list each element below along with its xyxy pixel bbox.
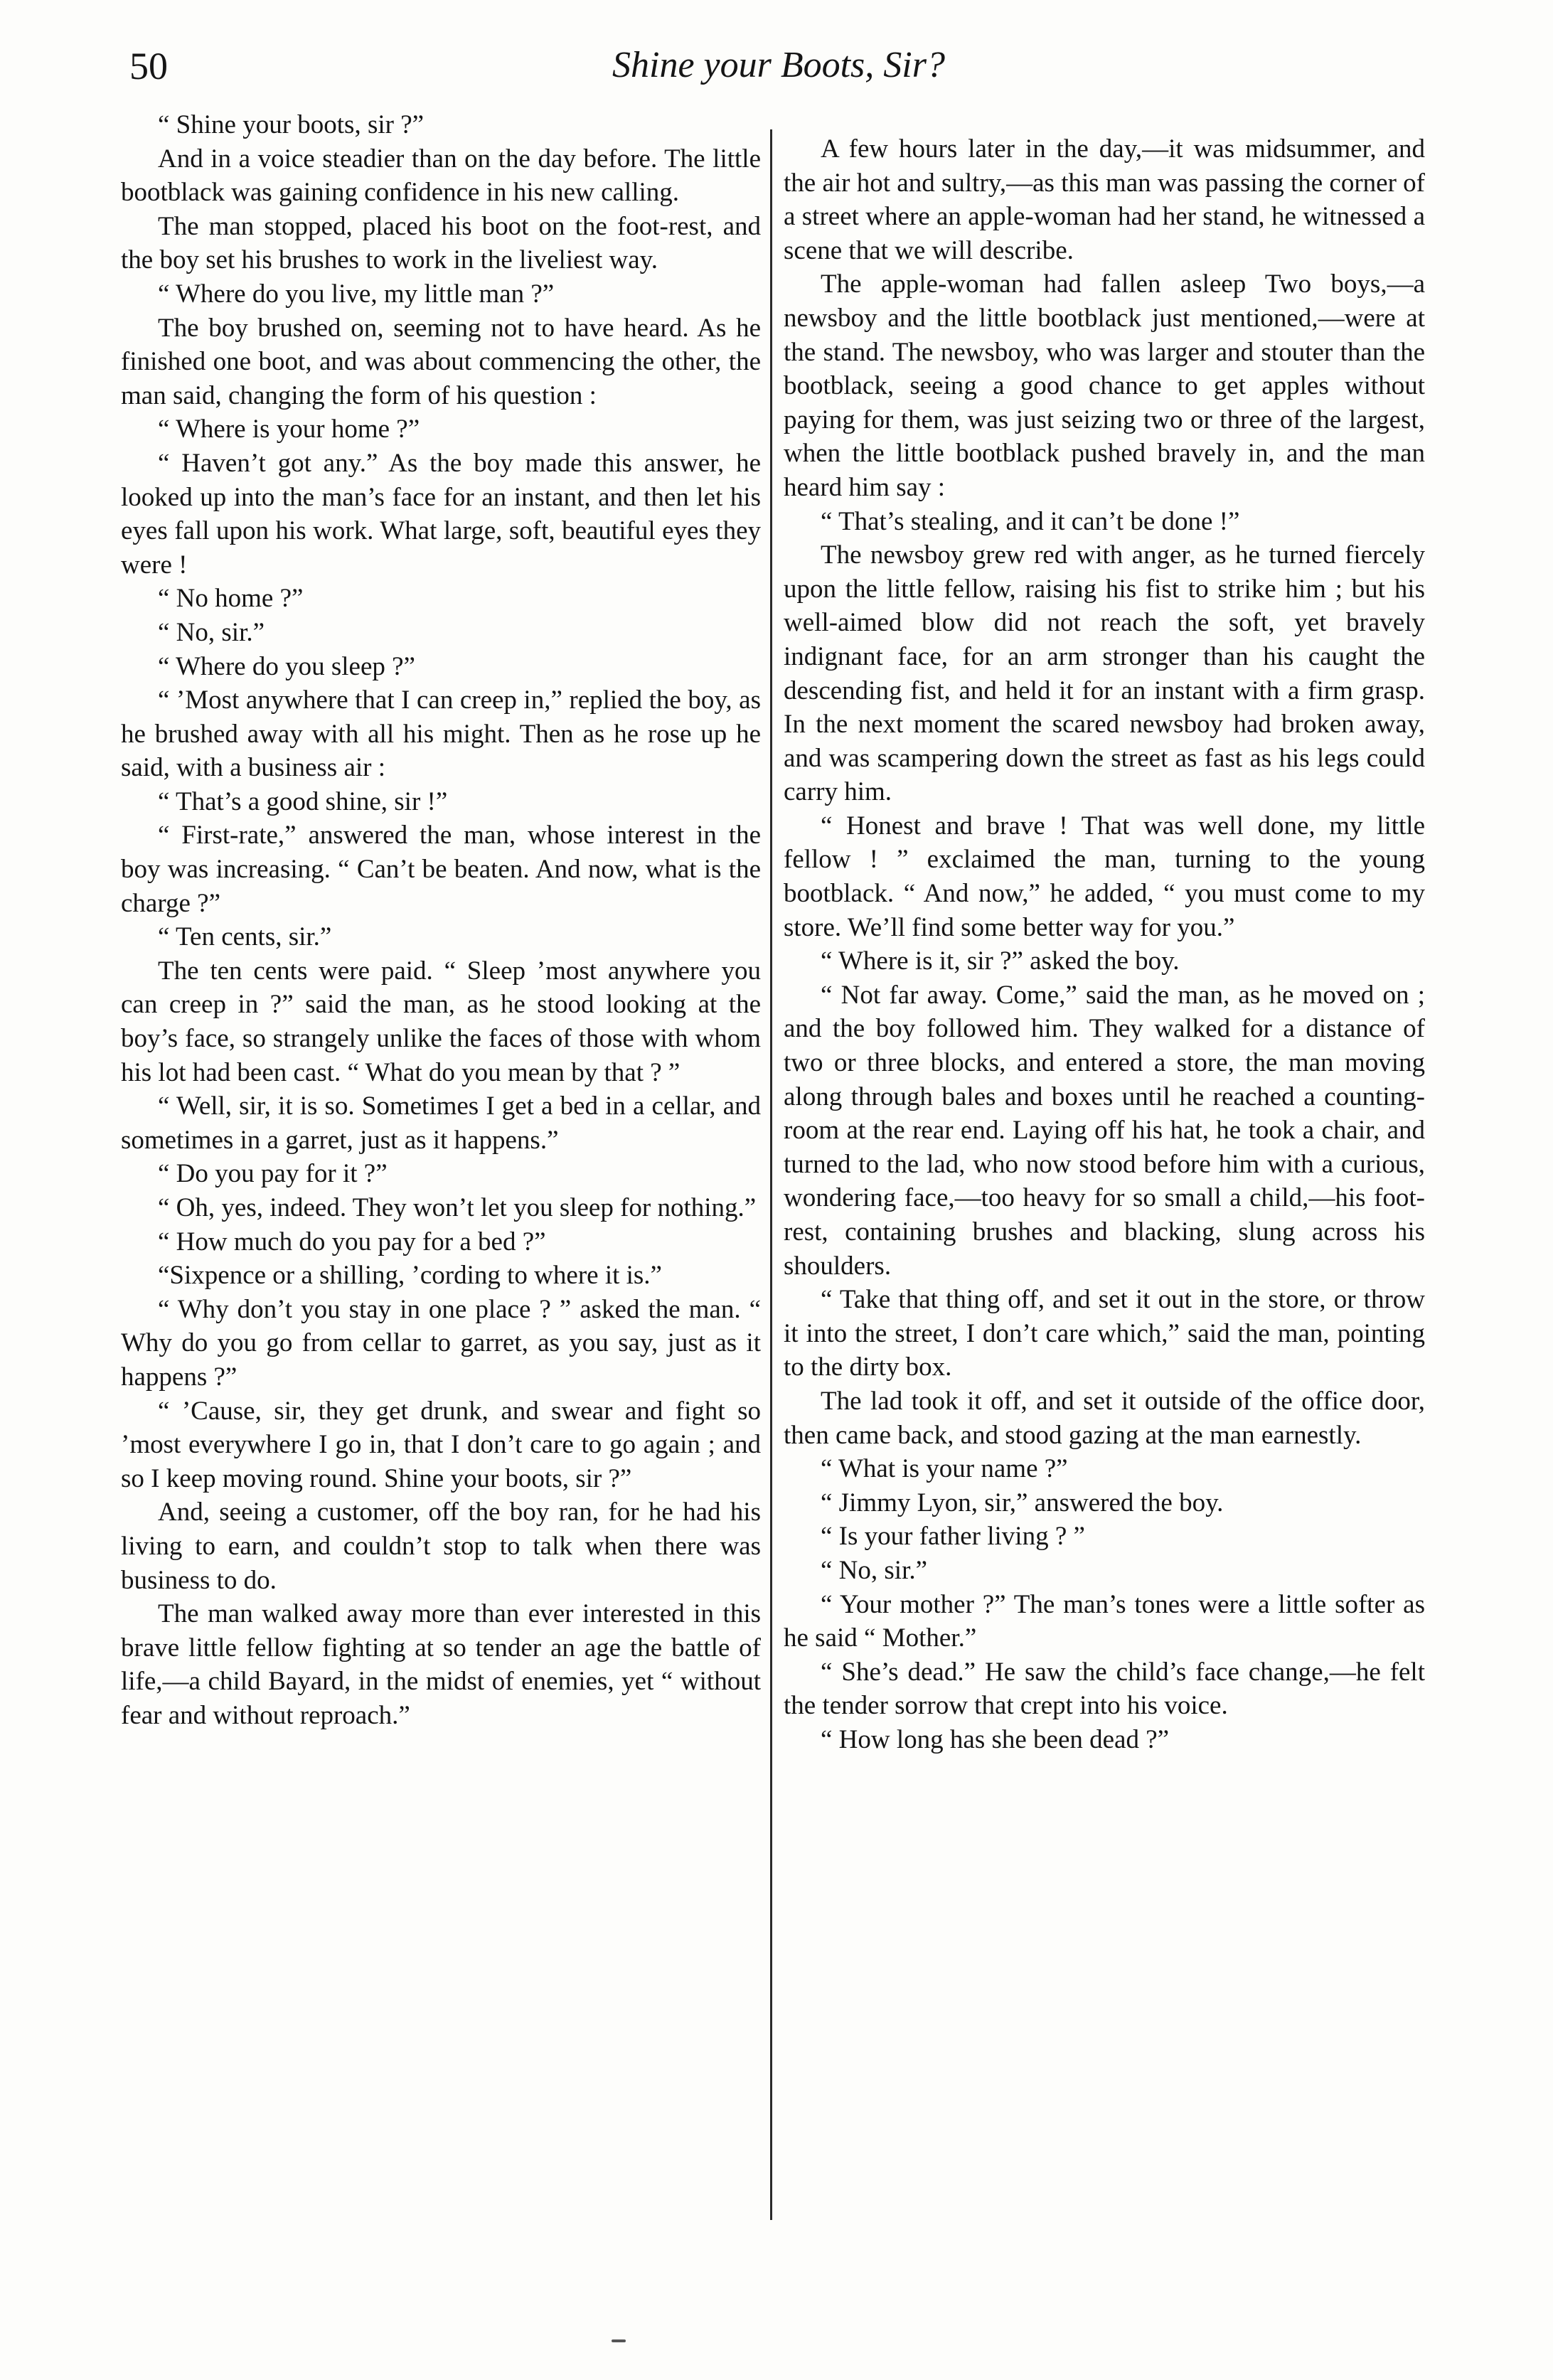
paragraph: “ Jimmy Lyon, sir,” answered the boy. [821,1488,1224,1517]
paragraph: “ Where is your home ?” [158,415,420,444]
paragraph: “ Not far away. Come,” said the man, as he moved on ; and the boy followed him. They walked for a distance of two or three blocks, and entered a store, the man moving along through bales and boxes until he reached a counting-room at the rear end. Laying off his hat, he took a chair, and turned to the lad, who now stood before him with a curious, wondering face,—too heavy for so small a child,—his foot-rest, containing brushes and blacking, slung across his shoulders. [784,980,1425,1281]
paragraph: “ How much do you pay for a bed ?” [158,1227,546,1256]
paragraph: The newsboy grew red with anger, as he turned fiercely upon the little fellow, raising his fist to strike him ; but his well-aimed blow did not reach the soft, yet bravely indignant face, for an arm stronger than his caught the descending fist, and held it for an instant with a firm grasp. In the next moment the scared newsboy had broken away, and was scampering down the street as fast as his legs could carry him. [784,540,1425,807]
right-column [784,132,1425,1757]
paragraph: “ That’s stealing, and it can’t be done !” [821,506,1240,536]
paragraph: “ Haven’t got any.” As the boy made this answer, he looked up into the man’s face for an instant, and then let his eyes fall upon his work. What large, soft, beautiful eyes they were ! [121,448,761,580]
print-speck [612,2339,626,2342]
paragraph: “ Where do you live, my little man ?” [158,279,555,309]
paragraph: “ Is your father living ? ” [821,1522,1085,1552]
page-header [121,44,1436,101]
paragraph: The man walked away more than ever interested in this brave little fellow fighting at so tender an age the battle of life,—a child Bayard, in the midst of enemies, yet “ without fear and without reproach.” [121,1599,761,1730]
paragraph: “ She’s dead.” He saw the child’s face change,—he felt the tender sorrow that crept into his voice. [784,1657,1425,1721]
paragraph: “ Ten cents, sir.” [158,922,332,952]
paragraph: The lad took it off, and set it outside of the office door, then came back, and stood gazing at the man earnestly. [784,1386,1425,1450]
paragraph: A few hours later in the day,—it was midsummer, and the air hot and sultry,—as this man was passing the corner of a street where an apple-woman had her stand, he witnessed a scene that we will describe. [784,134,1425,265]
paragraph: “ No, sir.” [821,1555,928,1585]
paragraph: The apple-woman had fallen asleep Two boys,—a newsboy and the little bootblack just mentioned,—were at the stand. The newsboy, who was larger and stouter than the bootblack, seeing a good chance to get apples without paying for them, was just seizing two or three of the largest, when the little bootblack pushed bravely in, and the man heard him say : [784,270,1425,502]
paragraph: “ How long has she been dead ?” [821,1724,1170,1754]
paragraph: “ Where do you sleep ?” [158,651,415,681]
paragraph: “ Your mother ?” The man’s tones were a little softer as he said “ Mother.” [784,1589,1425,1653]
paragraph: “ Do you pay for it ?” [158,1159,388,1189]
paragraph: “ No home ?” [158,584,304,614]
paragraph: “ Well, sir, it is so. Sometimes I get a bed in a cellar, and sometimes in a garret, just as it happens.” [121,1092,761,1155]
paragraph: “ Honest and brave ! That was well done, my little fellow ! ” exclaimed the man, turning to the young bootblack. “ And now,” he added, “ you must come to my store. We’ll find some better way for you.” [784,811,1425,942]
paragraph: “ That’s a good shine, sir !” [158,786,448,816]
paragraph: “ Shine your boots, sir ?” [158,110,425,139]
running-title: Shine your Boots, Sir? [612,45,945,85]
left-column [121,108,761,1733]
paragraph: “Sixpence or a shilling, ’cording to where it is.” [158,1261,662,1291]
paragraph: The man stopped, placed his boot on the foot-rest, and the boy set his brushes to work in the liveliest way. [121,211,761,275]
paragraph: “ No, sir.” [158,617,265,647]
paragraph: The boy brushed on, seeming not to have heard. As he finished one boot, and was about commencing the other, the man said, changing the form of his question : [121,313,761,410]
paragraph: “ Oh, yes, indeed. They won’t let you sleep for nothing.” [158,1193,757,1222]
column-divider [770,129,772,2220]
paragraph: “ ’Cause, sir, they get drunk, and swear and fight so ’most everywhere I go in, that I don’t care to go again ; and so I keep moving round. Shine your boots, sir ?” [121,1396,761,1493]
paragraph: And, seeing a customer, off the boy ran, for he had his living to earn, and couldn’t stop to talk when there was business to do. [121,1498,761,1595]
paragraph: “ Take that thing off, and set it out in the store, or throw it into the street, I don’t care which,” said the man, pointing to the dirty box. [784,1285,1425,1382]
paragraph: “ Why don’t you stay in one place ? ” asked the man. “ Why do you go from cellar to garret, as you say, just as it happens ?” [121,1294,761,1392]
page-number: 50 [129,45,168,87]
paragraph: “ First-rate,” answered the man, whose interest in the boy was increasing. “ Can’t be beaten. And now, what is the charge ?” [121,821,761,918]
paragraph: “ ’Most anywhere that I can creep in,” replied the boy, as he brushed away with all his might. Then as he rose up he said, with a business air : [121,685,761,783]
paragraph: “ Where is it, sir ?” asked the boy. [821,946,1180,976]
paragraph: “ What is your name ?” [821,1454,1068,1484]
paragraph: The ten cents were paid. “ Sleep ’most anywhere you can creep in ?” said the man, as he stood looking at the boy’s face, so strangely unlike the faces of those with whom his lot had been cast. “ What do you mean by that ? ” [121,956,761,1087]
paragraph: And in a voice steadier than on the day before. The little bootblack was gaining confidence in his new calling. [121,144,761,208]
